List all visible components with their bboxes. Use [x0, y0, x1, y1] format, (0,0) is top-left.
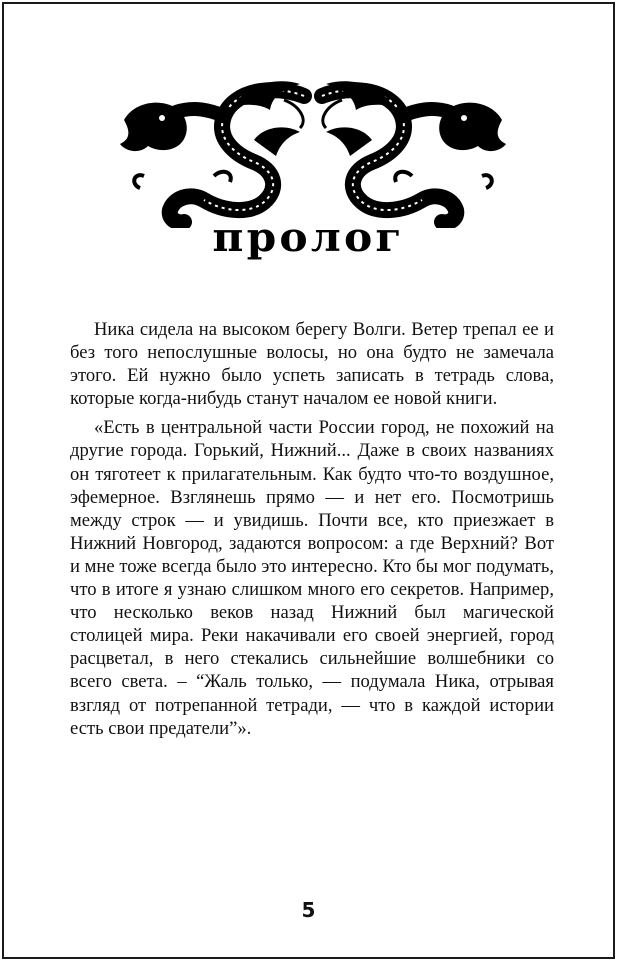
chapter-body [70, 318, 554, 740]
chapter-title: пролог [212, 214, 405, 261]
paragraph: «Есть в центральной части России город, не похожий на другие города. Горький, Нижний... Даже в своих названиях он тяготеет к прилагательным. Как будто что-то воздушное, эфемерное. Взглянешь прямо — и нет его. Посмотришь между строк — и увидишь. Почти все, кто приезжает в Нижний Новгород, задаются вопросом: а где Верхний? Вот и мне тоже всегда было это интересно. Кто бы мог подумать, что в итоге я узнаю слишком много его секретов. Например, что несколько веков назад Нижний был магической столицей мира. Реки накачивали его своей энергией, город расцветал, в него стекались сильнейшие волшебники со всего света. – “Жаль только, — подумала Ника, отрывая взгляд от потрепанной тетради, — что в каждой истории есть свои предатели”». [70, 417, 554, 739]
twin-dragons-ornament-icon [104, 76, 522, 228]
page-number: 5 [301, 898, 316, 922]
paragraph: Ника сидела на высоком берегу Волги. Ветер трепал ее и без того непослушные волосы, но она будто не замечала этого. Ей нужно было успеть записать в тетрадь слова, которые когда-нибудь станут началом ее новой книги. [70, 319, 554, 410]
book-page [2, 2, 615, 959]
